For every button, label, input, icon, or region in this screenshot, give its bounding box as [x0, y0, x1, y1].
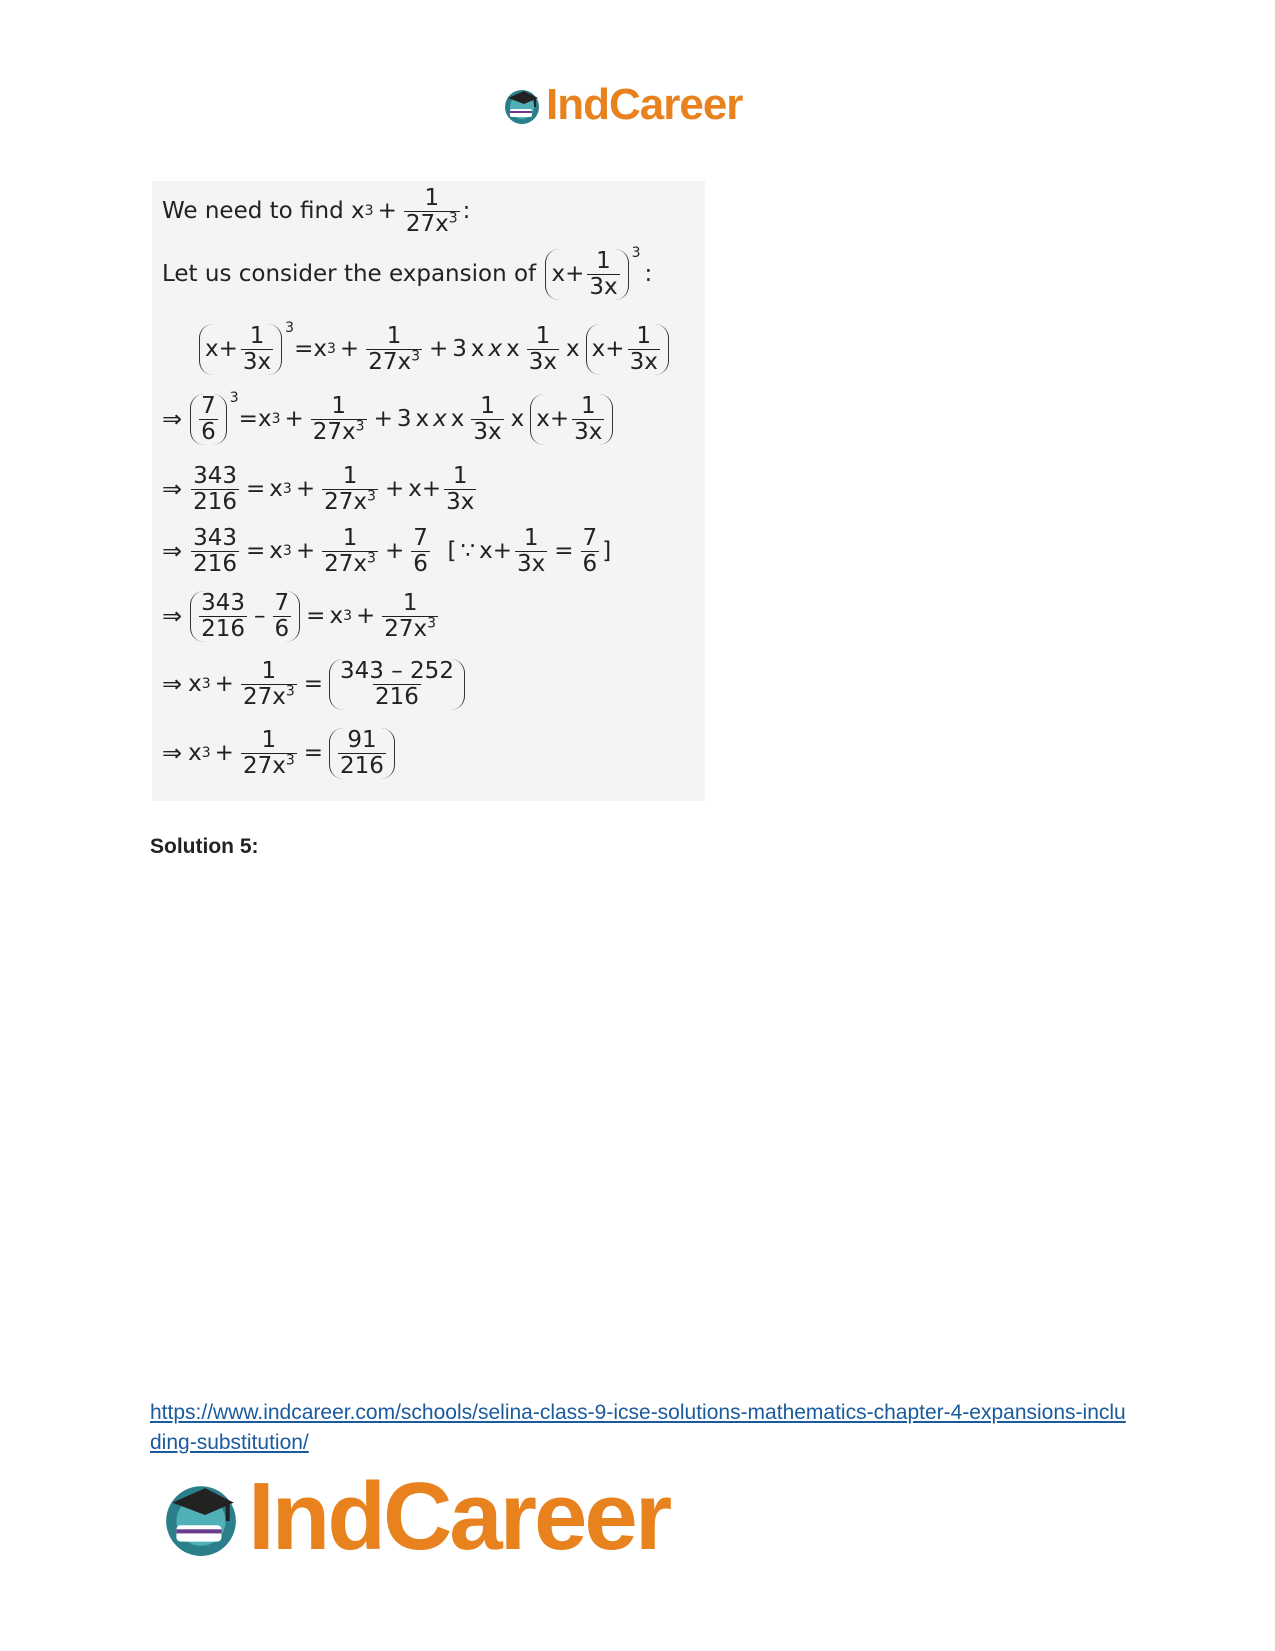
math-line-8: ⇒ x 3 + $\frac{1}{27x^3}$ = $\frac{343 - 252}{216}$ [162, 659, 467, 710]
brand-name: IndCareer [546, 80, 743, 129]
math-line-5: ⇒ $\frac{343}{216}$ = x 3 + $\frac{1}{27x^3}$ + x + $\frac{1}{3x}$ [162, 463, 475, 515]
brand-logo-bottom [160, 1462, 669, 1572]
footer-source-link[interactable]: https://www.indcareer.com/schools/selina-class-9-icse-solutions-mathematics-chapter-4-expansions-including-substitution/ [150, 1401, 1126, 1454]
brand-logo-top [502, 80, 742, 130]
brand-name: IndCareer [248, 1463, 670, 1570]
math-line-3: x + $\frac{1}{3x}$ 3 = x 3 + $\frac{1}{27x^3}$ + 3 x x x $\frac{1}{3x}$ x x + $\frac{1}{3x}$ [197, 324, 671, 375]
math-line-6: ⇒ $\frac{343}{216}$ = x 3 + $\frac{1}{27x^3}$ + $\frac{7}{6}$ [ ∵ x + $\frac{1}{3x}$ = $\frac{7}{6}$ ] [162, 525, 612, 577]
math-line-9: ⇒ x 3 + $\frac{1}{27x^3}$ = $\frac{91}{216}$ [162, 728, 397, 779]
math-solution-image [152, 181, 705, 801]
solution-heading: Solution 5: [150, 835, 259, 858]
math-line-2: Let us consider the expansion of x + $\frac{1}{3x}$ 3 : [162, 245, 653, 300]
graduation-cap-book-icon [502, 85, 542, 125]
math-line-4: ⇒ $\frac{7}{6}$ 3 = x 3 + $\frac{1}{27x^3}$ + 3 x x x $\frac{1}{3x}$ x x + $\frac{1}{3x}$ [162, 394, 615, 445]
graduation-cap-book-icon [160, 1476, 242, 1558]
math-line-7: ⇒ $\frac{343}{216}$ – $\frac{7}{6}$ = x 3 + $\frac{1}{27x^3}$ [162, 590, 437, 642]
math-line-1: We need to find x 3 + $\frac{1}{27x^3}$ : [162, 185, 471, 237]
